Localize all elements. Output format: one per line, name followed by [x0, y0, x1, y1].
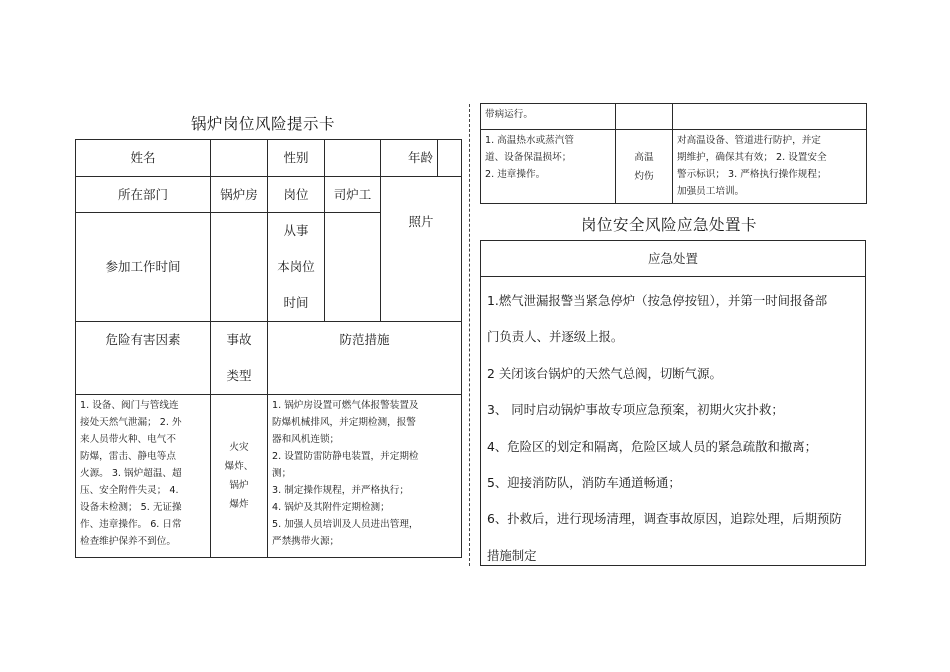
hazard-line: 防爆，雷击、静电等点 [80, 451, 176, 462]
emergency-line: 门负责人、并逐级上报。 [487, 329, 624, 345]
hazard-line: 火源。 3. 锅炉超温、超 [80, 468, 182, 479]
emergency-line: 1.燃气泄漏报警当紧急停炉（按急停按钮），并第一时间报备部 [487, 293, 828, 308]
accident-line: 爆炸、 [224, 461, 254, 472]
hazard-line: 作、违章操作。 6. 日常 [80, 519, 182, 530]
name-label: 姓名 [76, 140, 211, 177]
accident-cell [211, 395, 268, 558]
accident-line: 爆炸 [229, 499, 249, 510]
measure-line: 1. 锅炉房设置可燃气体报警装置及 [272, 400, 419, 411]
age-label: 年龄 [381, 140, 438, 177]
post-time-value [325, 213, 381, 322]
heat-measure-line: 警示标识； 3. 严格执行操作规程； [677, 169, 827, 180]
work-time-value [211, 213, 268, 322]
cont-measures-cell [673, 104, 867, 130]
heat-measure-line: 期维护，确保其有效； 2. 设置安全 [677, 152, 827, 163]
risk-card-table [75, 139, 462, 558]
emergency-line: 3、 同时启动锅炉事故专项应急预案，初期火灾扑救； [487, 402, 784, 418]
hazard-cell [76, 395, 211, 558]
measure-line: 防爆机械排风，并定期检测，报警 [272, 417, 416, 428]
accident-type-header [211, 322, 268, 395]
gender-label: 性别 [268, 140, 325, 177]
emergency-line: 6、扑救后，进行现场清理，调查事故原因，追踪处理，后期预防 [487, 511, 842, 527]
risk-card-title: 锅炉岗位风险提示卡 [191, 115, 336, 133]
heat-accident-line: 灼伤 [634, 170, 654, 182]
dept-value: 锅炉房 [211, 177, 268, 213]
dept-label: 所在部门 [76, 177, 211, 213]
emergency-header: 应急处置 [481, 241, 865, 277]
hazard-line: 接处天然气泄漏； 2. 外 [80, 417, 182, 428]
measure-line: 器和风机连锁； [272, 434, 340, 445]
measure-line: 测； [272, 468, 292, 479]
heat-accident-line: 高温 [634, 151, 654, 163]
emergency-line: 5、迎接消防队，消防车通道畅通； [487, 475, 681, 491]
measure-line: 2. 设置防雷防静电装置，并定期检 [272, 451, 419, 462]
heat-hazard-line: 1. 高温热水或蒸汽管 [485, 135, 574, 146]
heat-hazard-cell [481, 130, 616, 204]
measure-line: 5. 加强人员培训及人员进出管理， [272, 519, 419, 530]
cont-accident-cell [616, 104, 673, 130]
accident-type-line: 事故 [226, 332, 252, 347]
accident-line: 锅炉 [229, 480, 249, 491]
page-divider [469, 104, 470, 566]
hazard-header: 危险有害因素 [76, 322, 211, 395]
emergency-body [481, 277, 865, 574]
measure-line: 4. 锅炉及其附件定期检测； [272, 502, 390, 513]
emergency-card [480, 240, 866, 566]
measures-cell [268, 395, 462, 558]
heat-measure-line: 加强员工培训。 [677, 186, 745, 197]
measures-header: 防范措施 [268, 322, 462, 395]
emergency-line: 措施制定 [487, 547, 537, 563]
cont-hazard-cell: 带病运行。 [481, 104, 616, 130]
post-value: 司炉工 [325, 177, 381, 213]
heat-accident-cell [616, 130, 673, 204]
heat-hazard-line: 2. 违章操作。 [485, 169, 546, 180]
measure-line: 严禁携带火源； [272, 536, 340, 547]
accident-type-line: 类型 [226, 368, 252, 383]
photo-cell [381, 177, 462, 322]
post-time-line: 从事 [283, 223, 309, 238]
heat-measures-cell [673, 130, 867, 204]
post-time-line: 本岗位 [277, 259, 315, 274]
post-label: 岗位 [268, 177, 325, 213]
measure-line: 3. 制定操作规程，并严格执行； [272, 485, 409, 496]
gender-value [325, 140, 381, 177]
hazard-line: 来人员带火种、电气不 [80, 434, 176, 445]
heat-hazard-line: 道、设备保温损坏； [485, 152, 572, 163]
work-time-label: 参加工作时间 [76, 213, 211, 322]
age-value [438, 140, 462, 177]
emergency-card-title: 岗位安全风险应急处置卡 [581, 216, 758, 234]
risk-card-continuation-table [480, 103, 867, 204]
hazard-line: 压、安全附件失灵； 4. [80, 485, 179, 496]
name-value [211, 140, 268, 177]
emergency-line: 2 关闭该台锅炉的天然气总阀，切断气源。 [487, 365, 722, 381]
accident-line: 火灾 [229, 442, 249, 453]
post-time-label [268, 213, 325, 322]
hazard-line: 检查维护保养不到位。 [80, 536, 176, 547]
photo-label: 照片 [408, 214, 434, 229]
hazard-line: 设备未检测； 5. 无证操 [80, 502, 182, 513]
post-time-line: 时间 [283, 295, 309, 310]
heat-measure-line: 对高温设备、管道进行防护，并定 [677, 135, 821, 146]
hazard-line: 1. 设备、阀门与管线连 [80, 400, 179, 411]
emergency-line: 4、危险区的划定和隔离，危险区域人员的紧急疏散和撤离； [487, 438, 818, 454]
